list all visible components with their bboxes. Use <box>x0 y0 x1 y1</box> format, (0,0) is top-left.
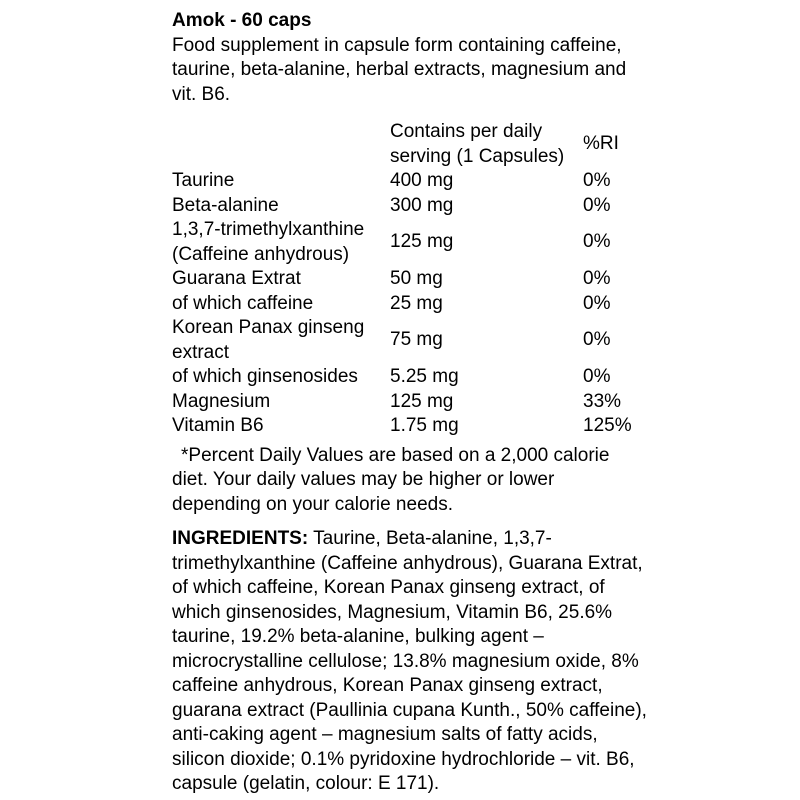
nutrient-amount-cell: 25 mg <box>390 292 443 314</box>
nutrient-name-cell: Magnesium <box>172 390 271 412</box>
nutrient-row <box>172 267 654 292</box>
nutrient-row <box>172 169 654 194</box>
nutrient-row <box>172 218 654 267</box>
nutrient-column-header <box>172 120 390 169</box>
nutrient-ri-cell: 125% <box>583 415 632 436</box>
nutrition-table-body <box>172 169 654 439</box>
nutrient-amount-cell: 1.75 mg <box>390 415 459 436</box>
nutrient-name-cell: Taurine <box>172 170 235 191</box>
nutrient-row <box>172 316 654 365</box>
nutrient-amount-cell: 75 mg <box>390 329 443 351</box>
nutrient-name-cell: of which ginsenosides <box>172 366 358 387</box>
nutrient-ri-cell: 0% <box>583 292 611 314</box>
ri-column-header: %RI <box>583 133 619 155</box>
nutrient-row <box>172 390 654 415</box>
ingredients-label: INGREDIENTS: <box>172 528 309 549</box>
nutrient-name-cell: Guarana Extrat <box>172 268 301 289</box>
nutrient-ri-cell: 0% <box>583 194 611 216</box>
nutrient-name-cell: of which caffeine <box>172 292 314 314</box>
nutrient-ri-cell: 0% <box>583 268 611 289</box>
nutrient-name-cell: 1,3,7-trimethylxanthine (Caffeine anhydrous) <box>172 219 365 265</box>
product-title: Amok - 60 caps <box>172 10 312 31</box>
supplement-label <box>172 9 654 797</box>
header-row <box>172 120 654 169</box>
nutrient-name-cell: Korean Panax ginseng extract <box>172 317 365 363</box>
nutrient-amount-cell: 300 mg <box>390 194 454 216</box>
nutrient-amount-cell: 5.25 mg <box>390 366 459 387</box>
nutrient-row <box>172 194 654 219</box>
ingredients-text: Taurine, Beta-alanine, 1,3,7-trimethylxanthine (Caffeine anhydrous), Guarana Extrat, of which caffeine, Korean Panax ginseng extract, of which ginsenosides, Magnesium, Vitamin B6, 25.6% taurine, 19.2% beta-alanine, bulking agent – microcrystalline cellulose; 13.8% magnesium oxide, 8% caffeine anhydrous, Korean Panax ginseng extract, guarana extract (Paullinia cupana Kunth., 50% caffeine), anti-caking agent – magnesium salts of fatty acids, silicon dioxide; 0.1% pyridoxine hydrochloride – vit. B6, capsule (gelatin, colour: E 171). <box>172 528 647 794</box>
nutrient-amount-cell: 125 mg <box>390 231 454 253</box>
nutrient-amount-cell: 50 mg <box>390 268 443 289</box>
nutrient-row <box>172 292 654 317</box>
product-description: Food supplement in capsule form containing caffeine, taurine, beta-alanine, herbal extracts, magnesium and vit. B6. <box>172 34 627 105</box>
nutrition-table-header <box>172 120 654 169</box>
amount-column-header: Contains per daily serving (1 Capsules) <box>390 121 565 167</box>
nutrition-table <box>172 120 654 439</box>
daily-values-footnote: *Percent Daily Values are based on a 2,000 calorie diet. Your daily values may be higher or lower depending on your calorie needs. <box>172 444 610 515</box>
nutrient-ri-cell: 0% <box>583 329 611 351</box>
nutrient-ri-cell: 0% <box>583 231 611 253</box>
nutrient-ri-cell: 33% <box>583 390 622 412</box>
nutrient-amount-cell: 125 mg <box>390 390 454 412</box>
nutrient-name-cell: Beta-alanine <box>172 194 279 216</box>
nutrient-amount-cell: 400 mg <box>390 170 454 191</box>
nutrient-row <box>172 365 654 390</box>
nutrient-row <box>172 414 654 439</box>
nutrient-name-cell: Vitamin B6 <box>172 415 264 436</box>
nutrient-ri-cell: 0% <box>583 366 611 387</box>
nutrient-ri-cell: 0% <box>583 170 611 191</box>
ingredients-paragraph <box>172 527 654 797</box>
